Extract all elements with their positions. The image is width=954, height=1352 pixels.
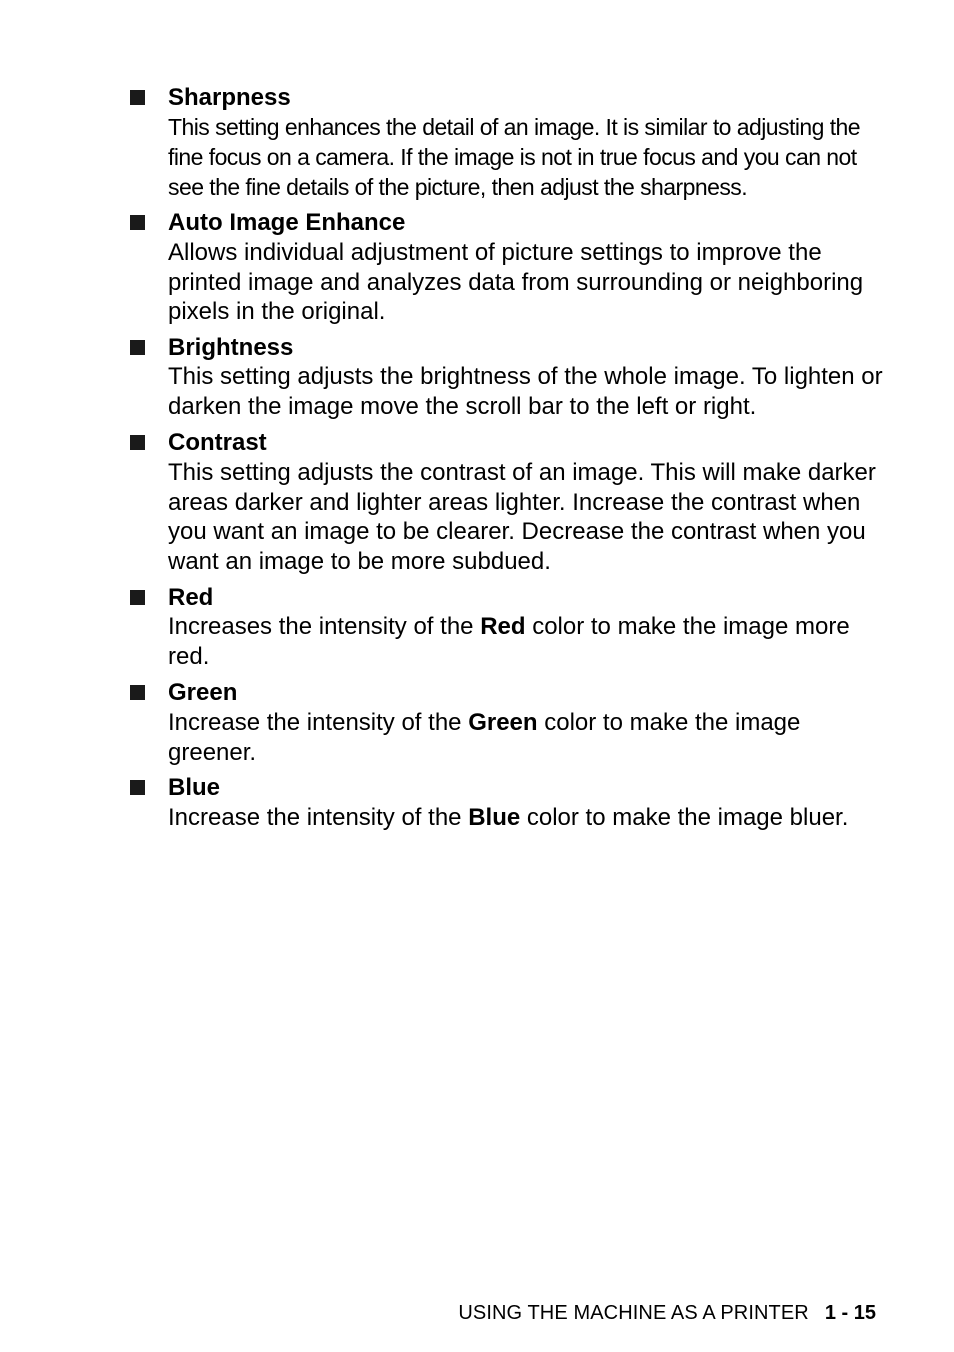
item-description [168,803,884,833]
description-text: color to make the image greener. [168,709,801,766]
item-description [168,708,884,767]
description-emphasis: Red [480,613,526,640]
description-emphasis: Green [468,709,538,736]
square-bullet-icon [130,590,145,605]
square-bullet-icon [130,435,145,450]
square-bullet-icon [130,340,145,355]
page-footer [458,1299,876,1327]
chapter-title: USING THE MACHINE AS A PRINTER [458,1302,809,1324]
item-description: This setting adjusts the contrast of an image. This will make darker areas darker and lighter areas lighter. Increase the contrast when you want an image to be clearer. Decrease the contrast when you want an image to be more subdued. [168,459,876,575]
description-text: Increase the intensity of the [168,709,469,736]
page-number: 1 - 15 [824,1302,876,1324]
item-description: This setting enhances the detail of an image. It is similar to adjusting the fine focus on a camera. If the image is not in true focus and you can not see the fine details of the picture, then adjust the sharpness. [168,114,861,200]
item-term: Contrast [168,429,267,456]
description-text: color to make the image bluer. [520,804,849,831]
description-text: Increase the intensity of the [168,804,469,831]
item-term: Brightness [168,334,294,361]
item-term: Red [168,584,214,611]
item-term: Sharpness [168,84,291,111]
square-bullet-icon [130,780,145,795]
square-bullet-icon [130,685,145,700]
square-bullet-icon [130,215,145,230]
description-text: color to make the image more red. [168,613,850,670]
description-emphasis: Blue [468,804,521,831]
item-description: This setting adjusts the brightness of the whole image. To lighten or darken the image move the scroll bar to the left or right. [168,363,883,420]
item-description: Allows individual adjustment of picture settings to improve the printed image and analyzes data from surrounding or neighboring pixels in the original. [168,239,864,325]
description-text: Increases the intensity of the [168,613,481,640]
square-bullet-icon [130,90,145,105]
item-term: Auto Image Enhance [168,209,406,236]
item-term: Green [168,679,238,706]
item-description [168,612,884,671]
item-term: Blue [168,774,221,801]
